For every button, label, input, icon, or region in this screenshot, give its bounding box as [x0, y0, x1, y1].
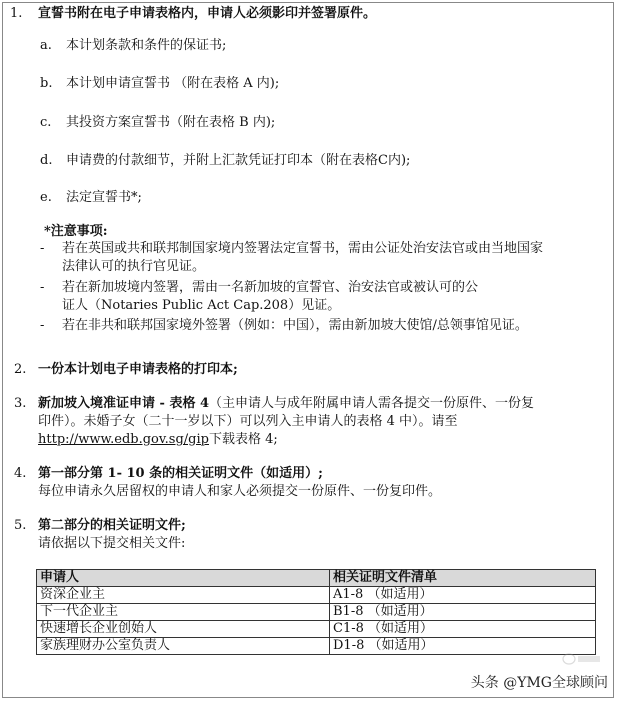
table-row — [37, 587, 596, 604]
item-3-text-3: 下载表格 4; — [208, 432, 278, 447]
item-1e-label: e. — [40, 190, 52, 205]
item-3-line-3 — [38, 432, 278, 448]
note-2-dash: - — [40, 280, 45, 295]
item-1e-text: 法定宣誓书*; — [66, 190, 142, 205]
item-1b-label: b. — [40, 76, 53, 91]
notes-title: *注意事项: — [44, 224, 108, 239]
table-row — [37, 604, 596, 621]
item-3-line-1 — [38, 396, 534, 412]
table-cell: 家族理财办公室负责人 — [37, 638, 330, 655]
item-1-number: 1. — [10, 6, 23, 21]
item-2-title: 一份本计划电子申请表格的打印本; — [38, 362, 238, 377]
item-1-title: 宣誓书附在电子申请表格内，申请人必须影印并签署原件。 — [38, 6, 377, 21]
note-3-dash: - — [40, 318, 45, 333]
note-3-line-1: 若在非共和联邦国家境外签署（例如：中国），需由新加坡大使馆/总领事馆见证。 — [62, 318, 528, 333]
table-cell: D1-8 （如适用） — [330, 638, 596, 655]
item-4-number: 4. — [14, 466, 27, 481]
footer-attribution: 头条 @YMG全球顾问 — [470, 675, 608, 691]
item-4-line-2: 每位申请永久居留权的申请人和家人必须提交一份原件、一份复印件。 — [38, 484, 442, 499]
item-4-title: 第一部分第 1- 10 条的相关证明文件（如适用）; — [38, 466, 323, 481]
item-1b-text: 本计划申请宣誓书 （附在表格 A 内); — [66, 76, 280, 91]
note-1-line-2: 法律认可的执行官见证。 — [62, 259, 206, 274]
note-2-line-2: 证人（Notaries Public Act Cap.208）见证。 — [62, 298, 341, 313]
item-5-line-2: 请依据以下提交相关文件: — [38, 536, 186, 551]
item-1d-text: 申请费的付款细节，并附上汇款凭证打印本（附在表格C内); — [66, 153, 411, 168]
item-5-title: 第二部分的相关证明文件; — [38, 518, 186, 533]
edb-link[interactable]: http://www.edb.gov.sg/gip — [38, 432, 209, 447]
item-1d-label: d. — [40, 153, 53, 168]
table-cell: B1-8 （如适用） — [330, 604, 596, 621]
watermark-icon — [562, 652, 602, 666]
table-row — [37, 638, 596, 655]
table-cell: C1-8 （如适用） — [330, 621, 596, 638]
item-5-number: 5. — [14, 518, 27, 533]
note-1-line-1: 若在英国或共和联邦制国家境内签署法定宣誓书，需由公证处治安法官或由当地国家 — [62, 241, 544, 256]
note-1-dash: - — [40, 241, 45, 256]
item-3-number: 3. — [14, 396, 27, 411]
item-1a-label: a. — [40, 38, 52, 53]
table-header-row — [37, 570, 596, 587]
item-3-text-1: （主申请人与成年附属申请人需各提交一份原件、一份复 — [209, 396, 535, 411]
table-row — [37, 621, 596, 638]
item-1a-text: 本计划条款和条件的保证书; — [66, 38, 227, 53]
item-1c-label: c. — [40, 115, 52, 130]
note-2-line-1: 若在新加坡境内签署，需由一名新加坡的宣誓官、治安法官或被认可的公 — [62, 280, 479, 295]
table-cell: A1-8 （如适用） — [330, 587, 596, 604]
table-cell: 快速增长企业创始人 — [37, 621, 330, 638]
header-applicant: 申请人 — [37, 570, 330, 587]
table-cell: 下一代企业主 — [37, 604, 330, 621]
item-2-number: 2. — [14, 362, 27, 377]
documents-table — [36, 569, 596, 655]
table-cell: 资深企业主 — [37, 587, 330, 604]
item-1c-text: 其投资方案宣誓书（附在表格 B 内); — [66, 115, 276, 130]
header-document-list: 相关证明文件清单 — [330, 570, 596, 587]
item-3-line-2: 印件）。未婚子女（二十一岁以下）可以列入主申请人的表格 4 中）。请至 — [38, 414, 458, 429]
item-3-title: 新加坡入境准证申请 - 表格 4 — [38, 396, 210, 411]
